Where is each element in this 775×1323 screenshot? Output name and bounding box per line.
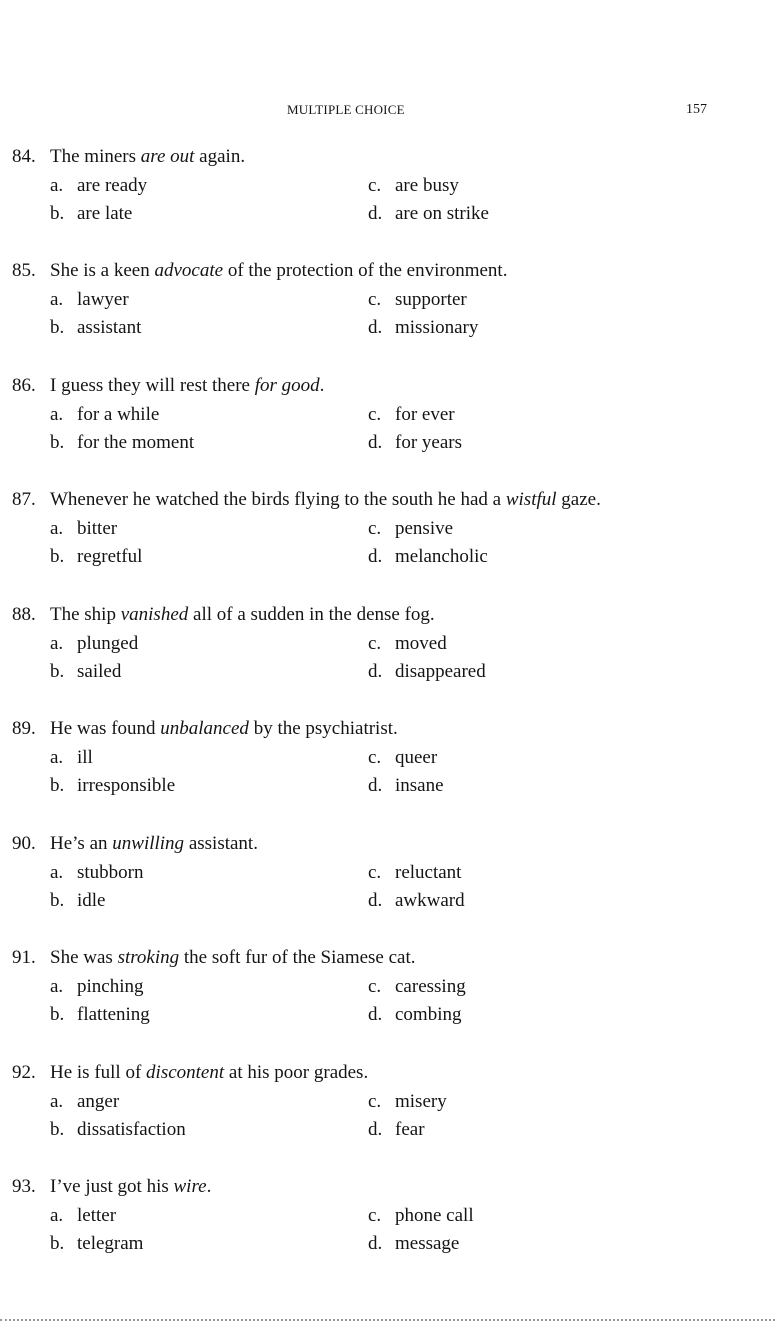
question-stem: 90. He’s an unwilling assistant.	[12, 833, 258, 854]
target-word: unwilling	[112, 833, 185, 854]
option-a: a. ill	[50, 747, 93, 768]
option-b: b. for the moment	[50, 432, 195, 453]
target-word: for good	[254, 375, 320, 396]
option-b: b. dissatisfaction	[50, 1119, 186, 1140]
option-d: d. insane	[368, 775, 444, 796]
option-d: d. disappeared	[368, 661, 486, 682]
option-d: d. melancholic	[368, 546, 488, 567]
question-stem: 93. I’ve just got his wire.	[12, 1176, 212, 1197]
option-b: b. telegram	[50, 1233, 144, 1254]
target-word: wistful	[505, 489, 557, 510]
option-c: c. pensive	[368, 518, 454, 539]
question-90	[12, 833, 762, 919]
target-word: are out	[140, 146, 195, 167]
option-c: c. phone call	[368, 1205, 474, 1226]
question-86	[12, 375, 762, 461]
option-a: a. are ready	[50, 175, 148, 196]
question-number: 84.	[12, 146, 36, 167]
option-a: a. stubborn	[50, 862, 144, 883]
option-b: b. assistant	[50, 317, 142, 338]
target-word: stroking	[117, 947, 180, 968]
question-number: 86.	[12, 375, 36, 396]
option-c: c. caressing	[368, 976, 466, 997]
page-header	[0, 100, 775, 120]
question-number: 91.	[12, 947, 36, 968]
question-stem: 88. The ship vanished all of a sudden in the dense fog.	[12, 604, 435, 625]
option-c: c. queer	[368, 747, 438, 768]
option-d: d. fear	[368, 1119, 425, 1140]
option-a: a. bitter	[50, 518, 118, 539]
target-word: discontent	[146, 1062, 225, 1083]
target-word: unbalanced	[160, 718, 249, 739]
question-stem: 84. The miners are out again.	[12, 146, 246, 167]
option-d: d. are on strike	[368, 203, 489, 224]
option-d: d. for years	[368, 432, 462, 453]
option-c: c. reluctant	[368, 862, 462, 883]
target-word: wire	[173, 1176, 207, 1197]
option-a: a. letter	[50, 1205, 117, 1226]
question-89	[12, 718, 762, 804]
question-stem: 91. She was stroking the soft fur of the Siamese cat.	[12, 947, 416, 968]
option-d: d. awkward	[368, 890, 465, 911]
option-c: c. for ever	[368, 404, 455, 425]
question-87	[12, 489, 762, 575]
option-b: b. idle	[50, 890, 106, 911]
question-stem: 92. He is full of discontent at his poor grades.	[12, 1062, 369, 1083]
question-stem: 85. She is a keen advocate of the protection of the environment.	[12, 260, 508, 281]
option-c: c. supporter	[368, 289, 467, 310]
question-number: 88.	[12, 604, 36, 625]
question-number: 87.	[12, 489, 36, 510]
question-88	[12, 604, 762, 690]
option-b: b. sailed	[50, 661, 122, 682]
question-84	[12, 146, 762, 232]
option-d: d. combing	[368, 1004, 462, 1025]
option-c: c. moved	[368, 633, 447, 654]
question-92	[12, 1062, 762, 1148]
option-a: a. lawyer	[50, 289, 129, 310]
target-word: vanished	[120, 604, 189, 625]
option-a: a. plunged	[50, 633, 139, 654]
question-number: 90.	[12, 833, 36, 854]
option-d: d. missionary	[368, 317, 479, 338]
question-stem: 87. Whenever he watched the birds flying to the south he had a wistful gaze.	[12, 489, 601, 510]
option-b: b. are late	[50, 203, 133, 224]
question-number: 93.	[12, 1176, 36, 1197]
page-edge-divider	[0, 1319, 775, 1321]
option-c: c. are busy	[368, 175, 459, 196]
question-91	[12, 947, 762, 1033]
target-word: advocate	[154, 260, 224, 281]
question-stem: 89. He was found unbalanced by the psychiatrist.	[12, 718, 398, 739]
option-a: a. pinching	[50, 976, 144, 997]
question-number: 92.	[12, 1062, 36, 1083]
question-stem: 86. I guess they will rest there for good.	[12, 375, 325, 396]
option-b: b. irresponsible	[50, 775, 176, 796]
option-a: a. for a while	[50, 404, 160, 425]
question-number: 89.	[12, 718, 36, 739]
question-85	[12, 260, 762, 346]
page-number: 157	[686, 102, 707, 117]
question-93	[12, 1176, 762, 1262]
option-d: d. message	[368, 1233, 460, 1254]
running-head: MULTIPLE CHOICE	[287, 102, 405, 117]
option-c: c. misery	[368, 1091, 447, 1112]
question-number: 85.	[12, 260, 36, 281]
option-b: b. flattening	[50, 1004, 150, 1025]
option-a: a. anger	[50, 1091, 120, 1112]
option-b: b. regretful	[50, 546, 143, 567]
